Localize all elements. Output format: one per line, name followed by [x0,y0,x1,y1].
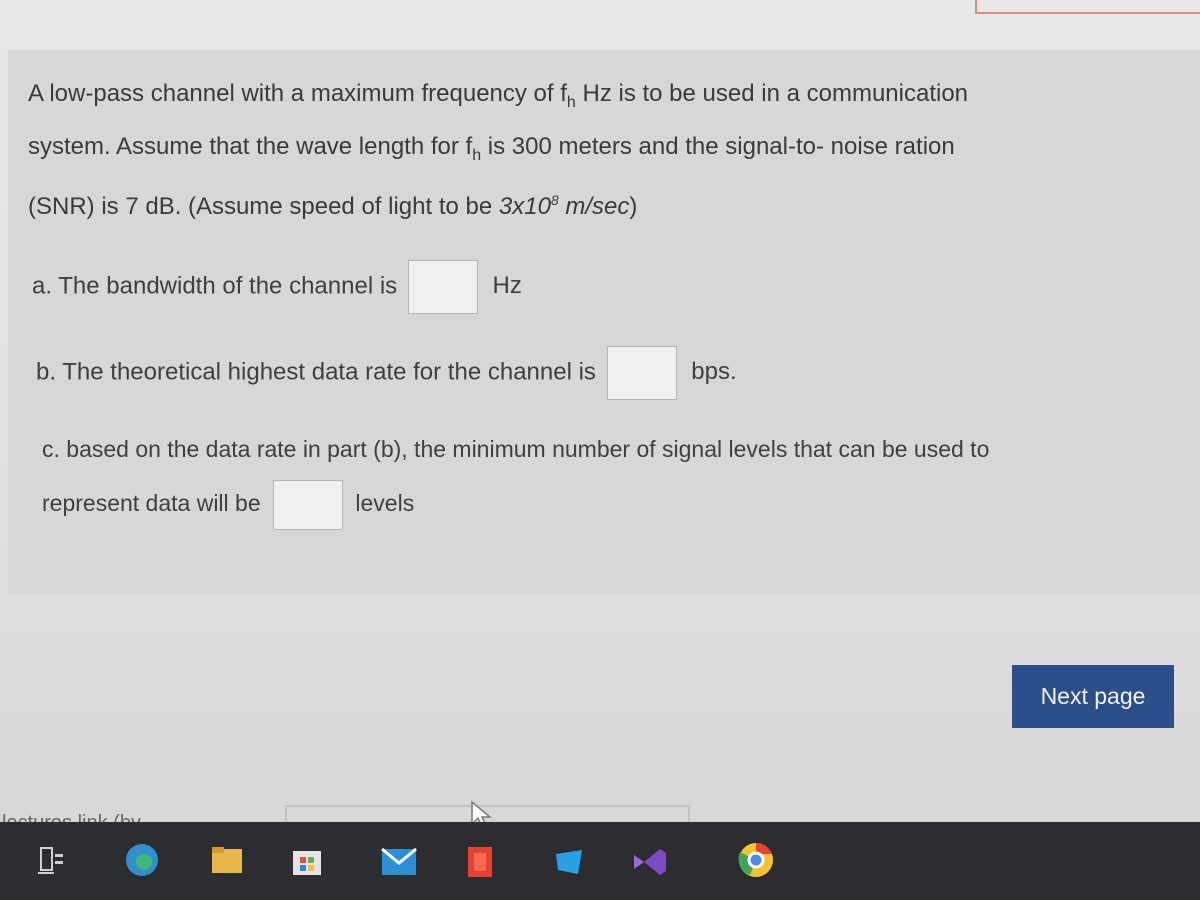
visual-studio-icon[interactable] [630,845,670,879]
part-a-unit: Hz [492,272,522,300]
file-explorer-icon[interactable] [210,843,246,879]
part-c-row [42,480,414,530]
task-view-icon[interactable] [38,846,68,876]
question-panel [8,50,1200,595]
blue-app-icon[interactable] [552,848,586,878]
store-icon[interactable] [290,843,324,879]
office-icon[interactable] [462,843,498,881]
part-a-text: a. The bandwidth of the channel is [32,272,398,300]
signal-levels-answer-input[interactable] [273,480,343,530]
bandwidth-answer-input[interactable] [408,260,478,314]
chrome-icon[interactable] [736,840,776,880]
part-a-row [32,260,522,314]
part-c-unit: levels [355,490,415,517]
top-right-frame [975,0,1200,14]
question-line-3: (SNR) is 7 dB. (Assume speed of light to be $3x10^8$ m/sec) [28,191,638,220]
question-line-2: system. Assume that the wave length for $f_h$ is 300 meters and the signal-to- noise ration [28,132,955,164]
question-text [28,72,1128,229]
part-b-text: b. The theoretical highest data rate for the channel is [36,358,596,386]
question-line-1: A low-pass channel with a maximum frequency of $f_h$ Hz is to be used in a communication [28,80,969,111]
part-b-row [36,346,737,400]
part-c-line-1: c. based on the data rate in part (b), the minimum number of signal levels that can be used to [42,436,990,462]
taskbar [0,822,1200,900]
part-c-text: represent data will be [42,490,261,517]
next-page-button[interactable]: Next page [1012,665,1174,728]
data-rate-answer-input[interactable] [607,346,677,400]
edge-browser-icon[interactable] [120,840,164,880]
mail-icon[interactable] [380,845,418,879]
part-b-unit: bps. [691,358,737,386]
